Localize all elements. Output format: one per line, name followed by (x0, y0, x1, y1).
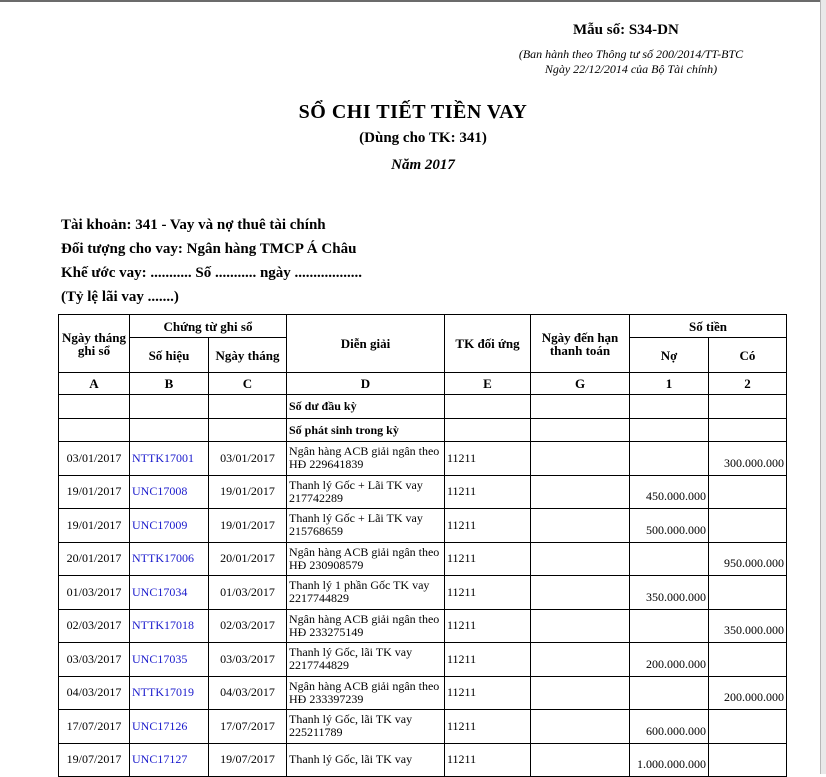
table-row (59, 643, 787, 677)
table-row (59, 743, 787, 777)
header-due-date: Ngày đến hạn thanh toán (531, 315, 630, 373)
column-label: A (59, 373, 130, 395)
debit-amount (630, 542, 709, 576)
due-date (531, 676, 630, 710)
opening-balance-row (59, 395, 787, 419)
header-credit: Có (709, 338, 787, 373)
issued-note-line-2: Ngày 22/12/2014 của Bộ Tài chính) (544, 62, 718, 76)
voucher-date: 02/03/2017 (209, 609, 287, 643)
row-description: Ngân hàng ACB giải ngân theo HĐ 233275149 (287, 609, 445, 643)
due-date (531, 475, 630, 509)
row-date: 02/03/2017 (59, 609, 130, 643)
table-row (59, 576, 787, 610)
debit-amount: 1.000.000.000 (630, 743, 709, 777)
column-label-row (59, 373, 787, 395)
table-row (59, 609, 787, 643)
document-title: SỔ CHI TIẾT TIỀN VAY (298, 101, 528, 123)
voucher-date: 03/03/2017 (209, 643, 287, 677)
contra-account: 11211 (445, 710, 531, 744)
row-date: 19/01/2017 (59, 475, 130, 509)
contra-account: 11211 (445, 676, 531, 710)
voucher-number: NTTK17001 (130, 442, 209, 476)
credit-amount: 300.000.000 (709, 442, 787, 476)
debit-amount: 200.000.000 (630, 643, 709, 677)
due-date (531, 743, 630, 777)
row-description: Thanh lý Gốc, lãi TK vay 225211789 (287, 710, 445, 744)
voucher-number: UNC17009 (130, 509, 209, 543)
voucher-number: UNC17127 (130, 743, 209, 777)
row-date: 01/03/2017 (59, 576, 130, 610)
header-description: Diễn giải (287, 315, 445, 373)
debit-amount: 350.000.000 (630, 576, 709, 610)
row-date: 17/07/2017 (59, 710, 130, 744)
table-row (59, 710, 787, 744)
row-date: 20/01/2017 (59, 542, 130, 576)
issued-note (486, 47, 776, 77)
voucher-number: UNC17126 (130, 710, 209, 744)
row-description: Thanh lý Gốc, lãi TK vay (287, 743, 445, 777)
voucher-number: UNC17008 (130, 475, 209, 509)
row-description: Thanh lý 1 phần Gốc TK vay 2217744829 (287, 576, 445, 610)
column-label: D (287, 373, 445, 395)
table-row (59, 542, 787, 576)
row-description: Ngân hàng ACB giải ngân theo HĐ 233397239 (287, 676, 445, 710)
column-label: B (130, 373, 209, 395)
debit-amount (630, 442, 709, 476)
credit-amount: 200.000.000 (709, 676, 787, 710)
header-debit: Nợ (630, 338, 709, 373)
opening-balance-label: Số dư đầu kỳ (287, 395, 445, 419)
window-top-border (0, 0, 826, 2)
credit-amount (709, 743, 787, 777)
header-voucher-number: Số hiệu (130, 338, 209, 373)
credit-amount (709, 576, 787, 610)
voucher-number: UNC17034 (130, 576, 209, 610)
row-description: Thanh lý Gốc + Lãi TK vay 217742289 (287, 475, 445, 509)
voucher-date: 04/03/2017 (209, 676, 287, 710)
voucher-date: 19/01/2017 (209, 475, 287, 509)
lender-line: Đối tượng cho vay: Ngân hàng TMCP Á Châu (61, 241, 357, 257)
issued-note-line-1: (Ban hành theo Thông tư số 200/2014/TT-BTC (518, 47, 744, 61)
contra-account: 11211 (445, 475, 531, 509)
debit-amount (630, 676, 709, 710)
voucher-number: NTTK17018 (130, 609, 209, 643)
header-date-recorded: Ngày tháng ghi sổ (59, 315, 130, 373)
due-date (531, 542, 630, 576)
row-date: 03/03/2017 (59, 643, 130, 677)
debit-amount (630, 609, 709, 643)
contra-account: 11211 (445, 442, 531, 476)
row-description: Ngân hàng ACB giải ngân theo HĐ 229641839 (287, 442, 445, 476)
voucher-number: NTTK17006 (130, 542, 209, 576)
header-contra-account: TK đối ứng (445, 315, 531, 373)
row-date: 19/01/2017 (59, 509, 130, 543)
credit-amount: 950.000.000 (709, 542, 787, 576)
row-date: 04/03/2017 (59, 676, 130, 710)
row-description: Thanh lý Gốc, lãi TK vay 2217744829 (287, 643, 445, 677)
credit-amount: 350.000.000 (709, 609, 787, 643)
due-date (531, 643, 630, 677)
contra-account: 11211 (445, 609, 531, 643)
voucher-number: UNC17035 (130, 643, 209, 677)
form-number: Mẫu số: S34-DN (573, 22, 679, 38)
voucher-date: 19/01/2017 (209, 509, 287, 543)
due-date (531, 609, 630, 643)
contra-account: 11211 (445, 643, 531, 677)
credit-amount (709, 710, 787, 744)
row-description: Ngân hàng ACB giải ngân theo HĐ 230908579 (287, 542, 445, 576)
interest-rate-line: (Tỷ lệ lãi vay .......) (61, 289, 179, 305)
column-label: E (445, 373, 531, 395)
contra-account: 11211 (445, 576, 531, 610)
table-row (59, 475, 787, 509)
column-label: 1 (630, 373, 709, 395)
document-year: Năm 2017 (391, 157, 455, 173)
debit-amount: 450.000.000 (630, 475, 709, 509)
due-date (531, 442, 630, 476)
period-activity-row (59, 419, 787, 442)
due-date (531, 576, 630, 610)
table-row (59, 676, 787, 710)
row-date: 19/07/2017 (59, 743, 130, 777)
header-voucher: Chứng từ ghi sổ (130, 315, 287, 338)
column-label: C (209, 373, 287, 395)
credit-amount (709, 475, 787, 509)
voucher-number: NTTK17019 (130, 676, 209, 710)
voucher-date: 19/07/2017 (209, 743, 287, 777)
column-label: 2 (709, 373, 787, 395)
voucher-date: 01/03/2017 (209, 576, 287, 610)
contra-account: 11211 (445, 542, 531, 576)
column-label: G (531, 373, 630, 395)
loan-ledger-table (58, 314, 787, 777)
row-date: 03/01/2017 (59, 442, 130, 476)
voucher-date: 17/07/2017 (209, 710, 287, 744)
row-description: Thanh lý Gốc + Lãi TK vay 215768659 (287, 509, 445, 543)
document-subtitle: (Dùng cho TK: 341) (359, 130, 487, 146)
period-activity-label: Số phát sinh trong kỳ (287, 419, 445, 442)
debit-amount: 500.000.000 (630, 509, 709, 543)
due-date (531, 710, 630, 744)
account-line: Tài khoản: 341 - Vay và nợ thuê tài chính (61, 217, 326, 233)
contra-account: 11211 (445, 743, 531, 777)
table-row (59, 509, 787, 543)
debit-amount: 600.000.000 (630, 710, 709, 744)
header-amount: Số tiền (630, 315, 787, 338)
credit-amount (709, 509, 787, 543)
credit-amount (709, 643, 787, 677)
contract-line: Khế ước vay: ........... Số ........... ngày .................. (61, 265, 363, 281)
voucher-date: 20/01/2017 (209, 542, 287, 576)
header-voucher-date: Ngày tháng (209, 338, 287, 373)
voucher-date: 03/01/2017 (209, 442, 287, 476)
due-date (531, 509, 630, 543)
table-row (59, 442, 787, 476)
contra-account: 11211 (445, 509, 531, 543)
